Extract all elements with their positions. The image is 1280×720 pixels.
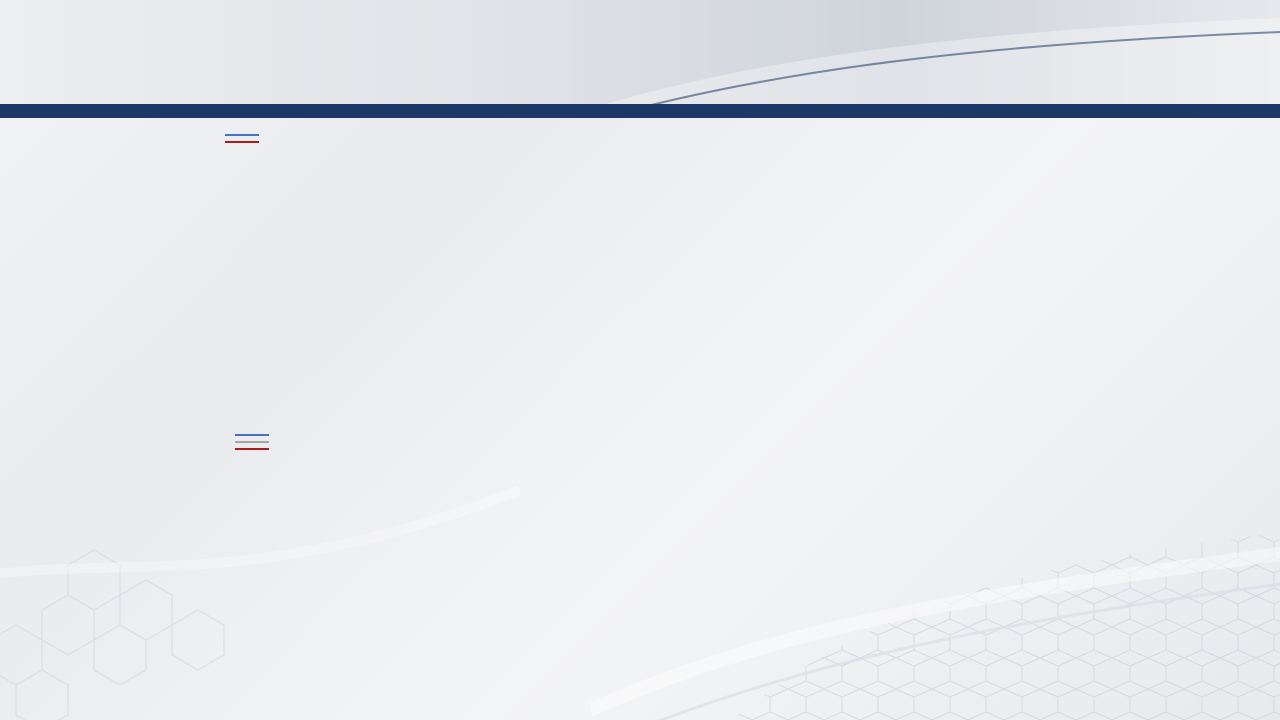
spacer <box>612 170 1222 192</box>
chart-top-canvas <box>60 130 580 410</box>
header-curve-decoration <box>560 0 1280 118</box>
spacer <box>612 144 1222 166</box>
header-accent-bar <box>0 104 1280 118</box>
slide-header <box>0 0 1280 118</box>
chart-meat-wholesale-price <box>60 422 580 697</box>
chart-vegetable-fruit-wholesale-price <box>60 130 580 410</box>
right-hex-texture <box>590 410 1280 720</box>
charts-column <box>60 130 580 700</box>
chart-bottom-canvas <box>60 422 580 697</box>
commentary-column <box>612 140 1222 196</box>
